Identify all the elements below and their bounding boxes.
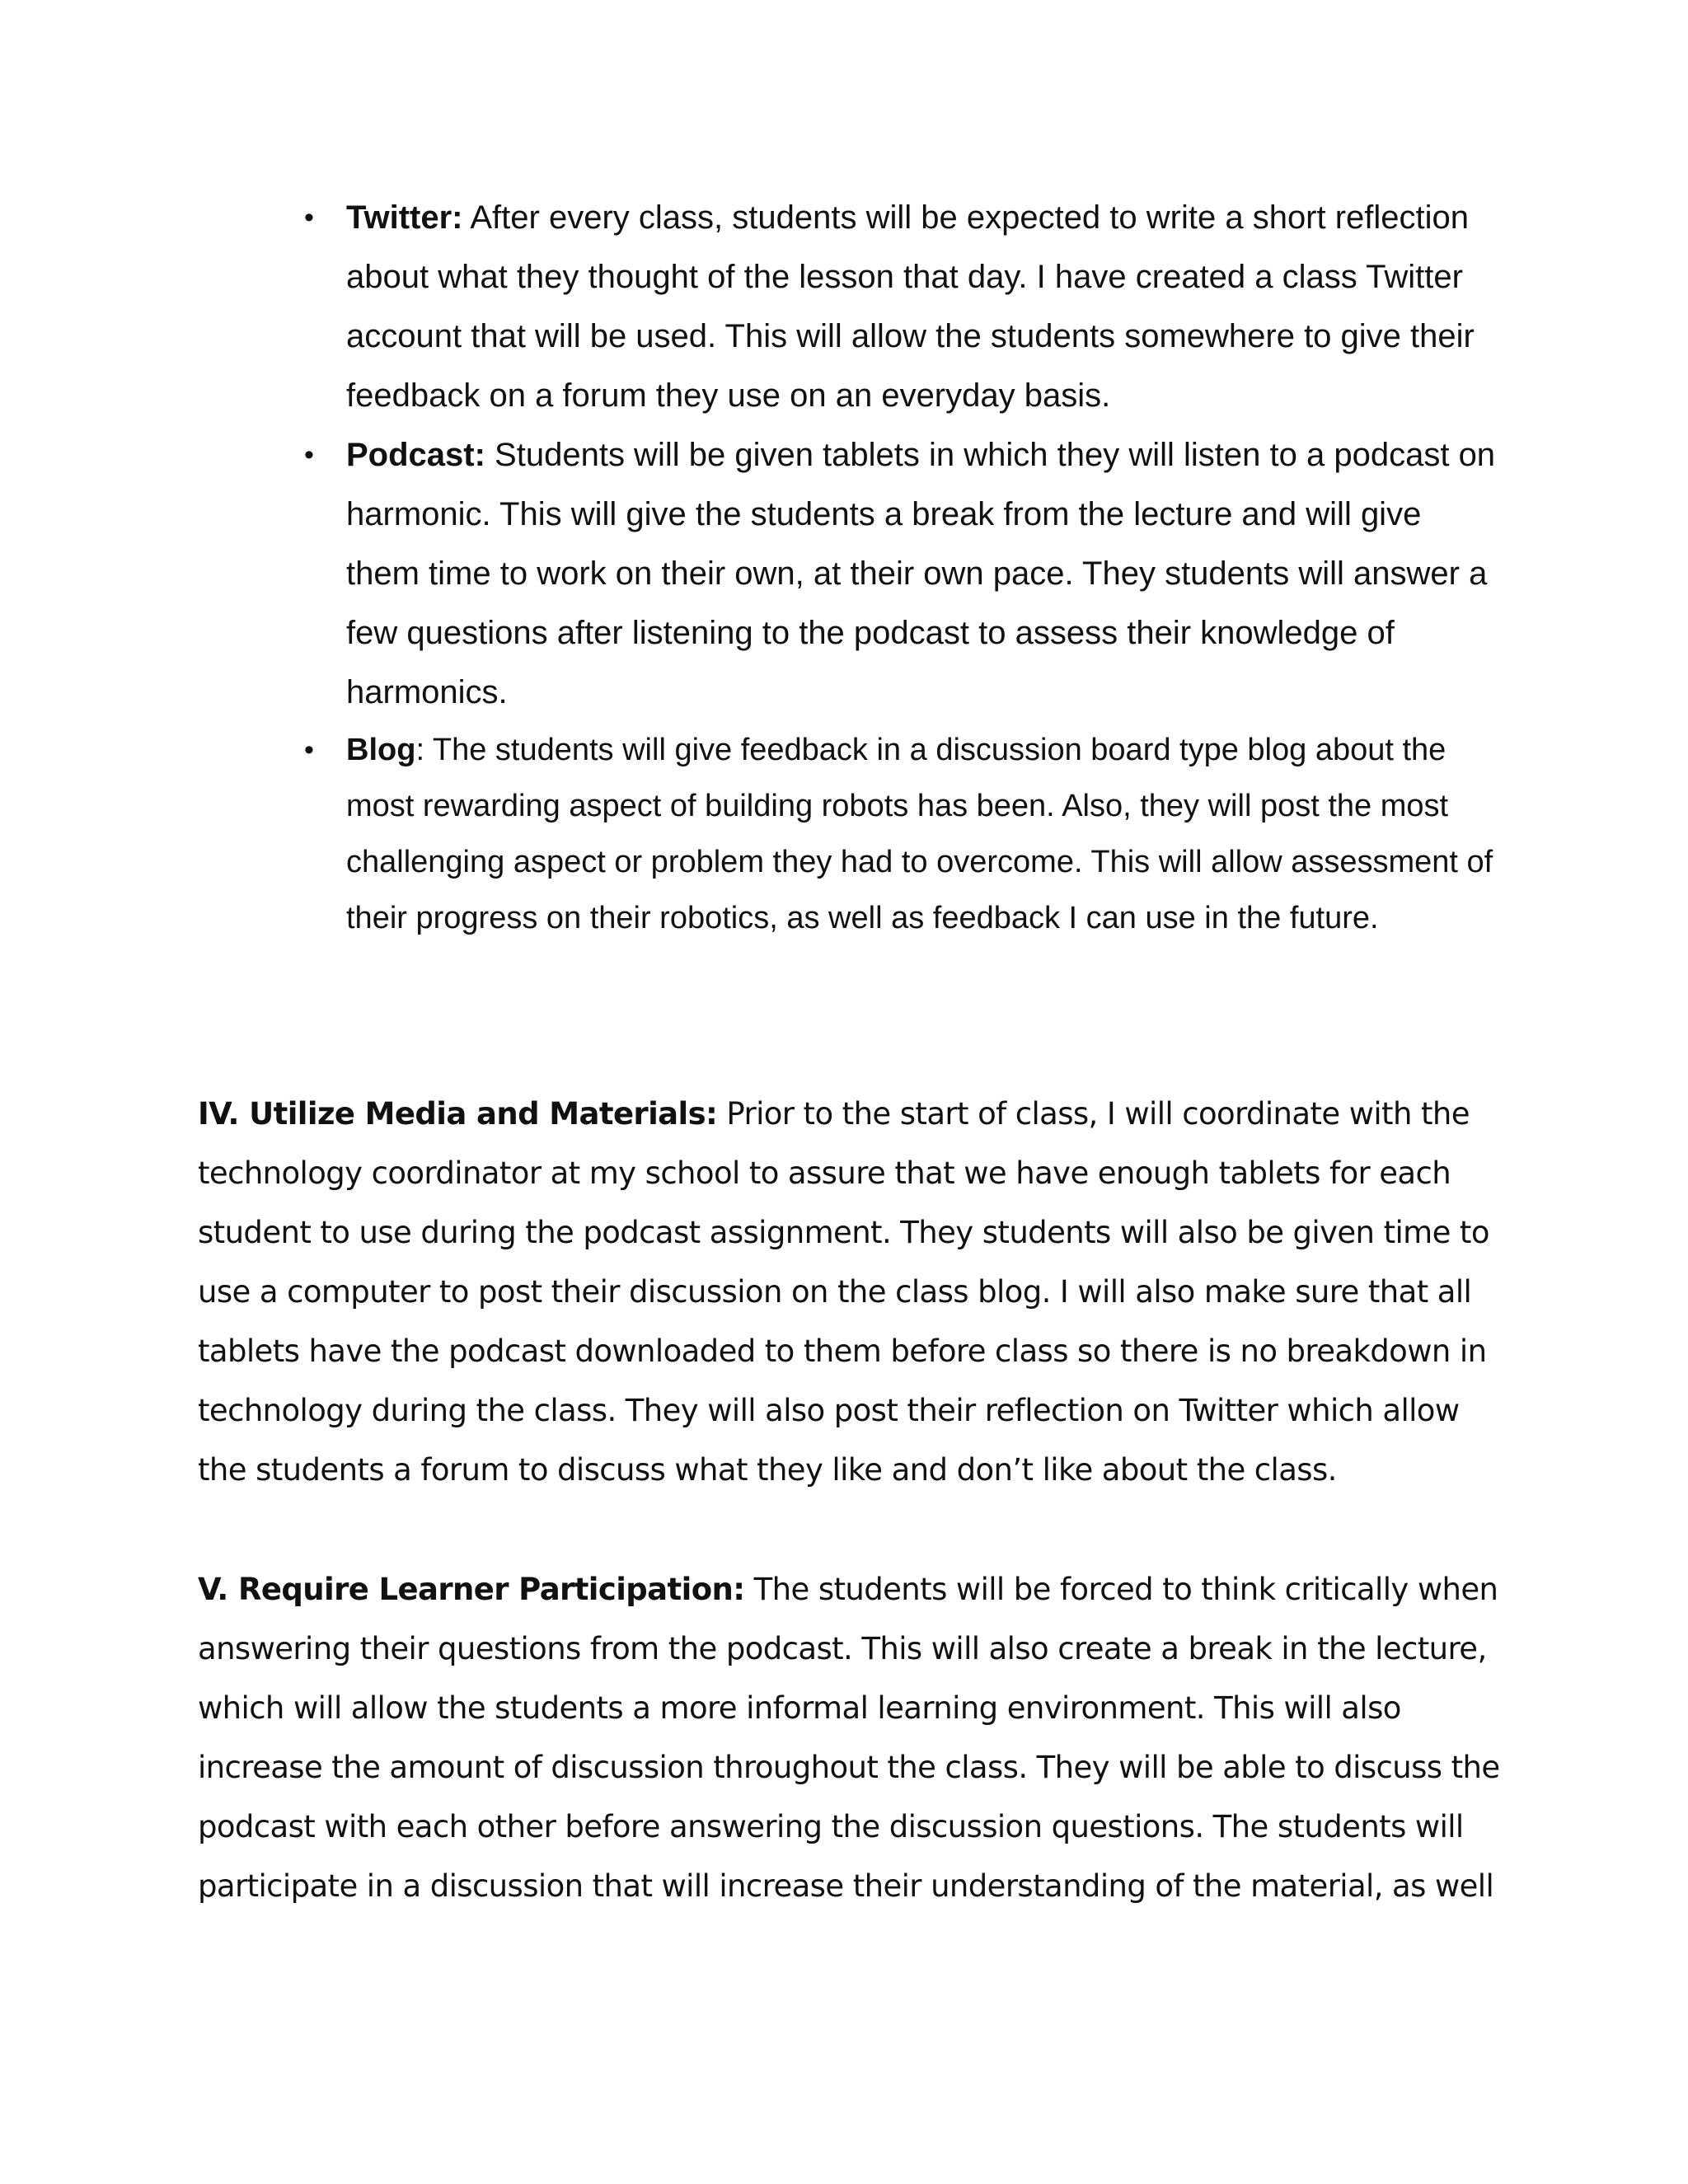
list-item-podcast: [297, 425, 1500, 722]
section-text: Prior to the start of class, I will coordinate with the technology coordinator at my school to assure that we have enough tablets for each student to use during the podcast assignment. They students will also be given time to use a computer to post their discussion on the class blog. I will also make sure that all tablets have the podcast downloaded to them before class so there is no breakdown in technology during the class. They will also post their reflection on Twitter which allow the students a forum to discuss what they like and don’t like about the class.: [198, 1096, 1489, 1488]
section-text: The students will be forced to think critically when answering their questions from the podcast. This will also create a break in the lecture, which will allow the students a more informal learning environment. This will also increase the amount of discussion throughout the class. They will be able to discuss the podcast with each other before answering the discussion questions. The students will participate in a discussion that will increase their understanding of the material, as well: [198, 1572, 1500, 1904]
bullet-icon: •: [304, 734, 314, 766]
bullet-label: Podcast:: [346, 437, 485, 473]
bullet-text: : The students will give feedback in a discussion board type blog about the most rewarding aspect of building robots has been. Also, they will post the most challenging aspect or problem they had to overcome. This will allow assessment of their progress on their robotics, as well as feedback I can use in the future.: [346, 733, 1493, 935]
bullet-text: Students will be given tablets in which they will listen to a podcast on harmonic. This will give the students a break from the lecture and will give them time to work on their own, at their own pace. They students will answer a few questions after listening to the podcast to assess their knowledge of harmonics.: [346, 437, 1496, 710]
bullet-icon: •: [304, 202, 314, 233]
section-heading: IV. Utilize Media and Materials:: [198, 1096, 718, 1132]
list-item-blog: [297, 722, 1500, 946]
section-learner-participation: [198, 1560, 1500, 1916]
bullet-text: After every class, students will be expected to write a short reflection about what they thought of the lesson that day. I have created a class Twitter account that will be used. This will allow the students somewhere to give their feedback on a forum they use on an everyday basis.: [346, 199, 1475, 414]
bullet-icon: •: [304, 439, 314, 471]
list-item-twitter: [297, 188, 1500, 425]
bullet-label: Twitter:: [346, 199, 463, 236]
bullet-label: Blog: [346, 733, 416, 767]
bullet-list: [297, 188, 1500, 946]
section-heading: V. Require Learner Participation:: [198, 1572, 745, 1607]
section-utilize-media: [198, 1085, 1500, 1500]
